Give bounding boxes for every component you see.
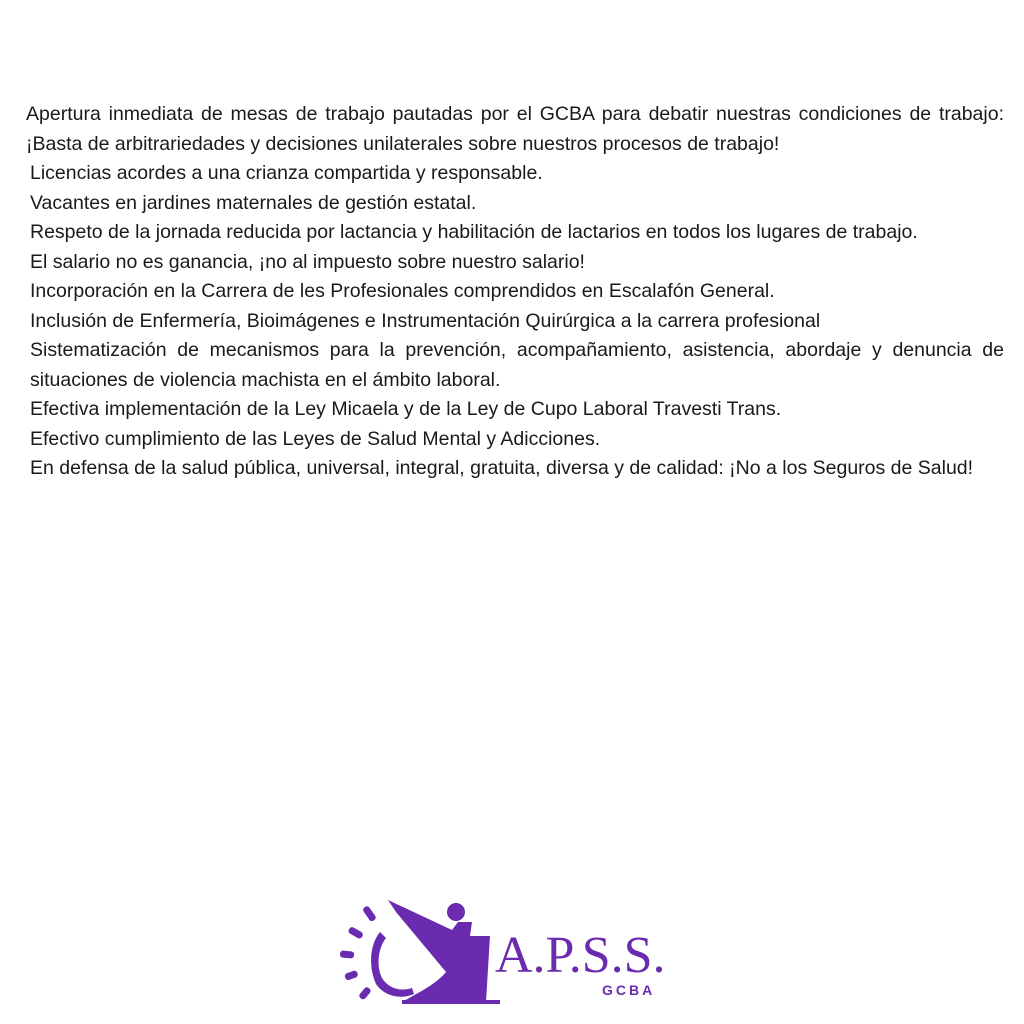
- demands-list: [26, 100, 1004, 484]
- demand-item: El salario no es ganancia, ¡no al impuesto sobre nuestro salario!: [30, 250, 585, 273]
- demand-item: Efectiva implementación de la Ley Micaela y de la Ley de Cupo Laboral Travesti Trans.: [30, 398, 782, 420]
- demand-item: Licencias acordes a una crianza compartida y responsable.: [30, 162, 543, 184]
- logo-subtitle: GCBA: [602, 982, 656, 998]
- demand-item: Apertura inmediata de mesas de trabajo pautadas por el GCBA para debatir nuestras condiciones de trabajo: ¡Basta de arbitrariedades y decisiones unilaterales sobre nuestros procesos de trabajo!: [26, 103, 1004, 155]
- demand-item: En defensa de la salud pública, universal, integral, gratuita, diversa y de calidad: ¡No a los Seguros de Salud!: [30, 457, 974, 479]
- demand-item: Respeto de la jornada reducida por lactancia y habilitación de lactarios en todos los lugares de trabajo.: [30, 221, 918, 243]
- demand-item: Efectivo cumplimiento de las Leyes de Salud Mental y Adicciones.: [30, 427, 601, 450]
- demand-item: Vacantes en jardines maternales de gestión estatal.: [30, 191, 477, 214]
- apss-logo: [340, 892, 680, 1016]
- demand-item: Sistematización de mecanismos para la prevención, acompañamiento, asistencia, abordaje y denuncia de situaciones de violencia machista en el ámbito laboral.: [30, 339, 1004, 391]
- logo-name: A.P.S.S.: [495, 927, 666, 984]
- demand-item: Incorporación en la Carrera de les Profesionales comprendidos en Escalafón General.: [30, 280, 775, 302]
- demand-item: Inclusión de Enfermería, Bioimágenes e Instrumentación Quirúrgica a la carrera profesional: [30, 309, 821, 332]
- hand-figure-icon: [340, 892, 500, 1016]
